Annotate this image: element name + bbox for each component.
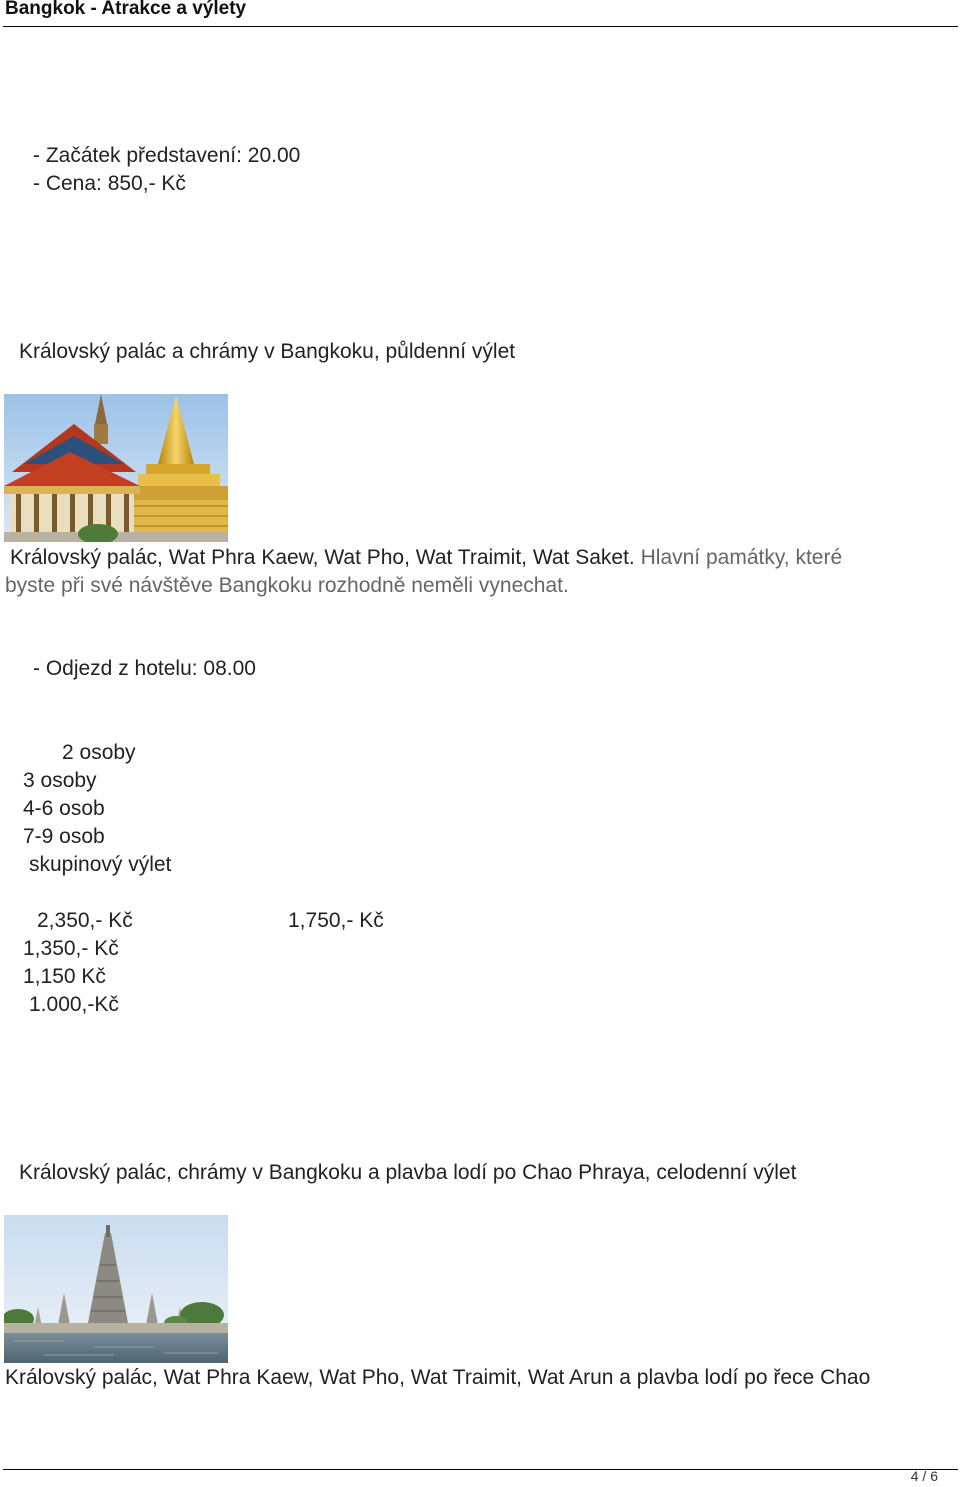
group-size-item: 4-6 osob	[23, 797, 105, 820]
group-size-item: 2 osoby	[62, 741, 136, 764]
tour1-description-line1	[10, 544, 842, 572]
tour1-description-sites: Královský palác, Wat Phra Kaew, Wat Pho, Wat Traimit, Wat Saket.	[10, 546, 635, 569]
price-item: 1,150 Kč	[23, 965, 106, 988]
page-number: 4 / 6	[910, 1468, 938, 1484]
tour1-description-line2: byste při své návštěve Bangkoku rozhodně neměli vynechat.	[5, 574, 569, 597]
header-divider	[3, 26, 958, 27]
group-size-item: 3 osoby	[23, 769, 97, 792]
price-item: 1.000,-Kč	[29, 993, 119, 1016]
footer-divider	[3, 1469, 958, 1470]
group-size-item: skupinový výlet	[29, 853, 172, 876]
tour1-description-highlight: Hlavní památky, které	[640, 546, 843, 569]
price-item-extra: 1,750,- Kč	[288, 909, 384, 932]
group-size-item: 7-9 osob	[23, 825, 105, 848]
show-start-time: - Začátek představení: 20.00	[33, 144, 301, 167]
price-item: 1,350,- Kč	[23, 937, 119, 960]
wat-arun-photo	[4, 1215, 228, 1363]
page-header-title: Bangkok - Atrakce a výlety	[5, 0, 247, 19]
tour1-title: Královský palác a chrámy v Bangkoku, půldenní výlet	[19, 340, 516, 363]
tour2-description-line1: Královský palác, Wat Phra Kaew, Wat Pho, Wat Traimit, Wat Arun a plavba lodí po řece Chao	[5, 1366, 871, 1389]
tour2-title: Královský palác, chrámy v Bangkoku a plavba lodí po Chao Phraya, celodenní výlet	[19, 1161, 797, 1184]
price-item: 2,350,- Kč	[37, 909, 133, 932]
royal-palace-photo	[4, 394, 228, 542]
tour1-departure: - Odjezd z hotelu: 08.00	[33, 657, 256, 680]
show-price: - Cena: 850,- Kč	[33, 172, 186, 195]
